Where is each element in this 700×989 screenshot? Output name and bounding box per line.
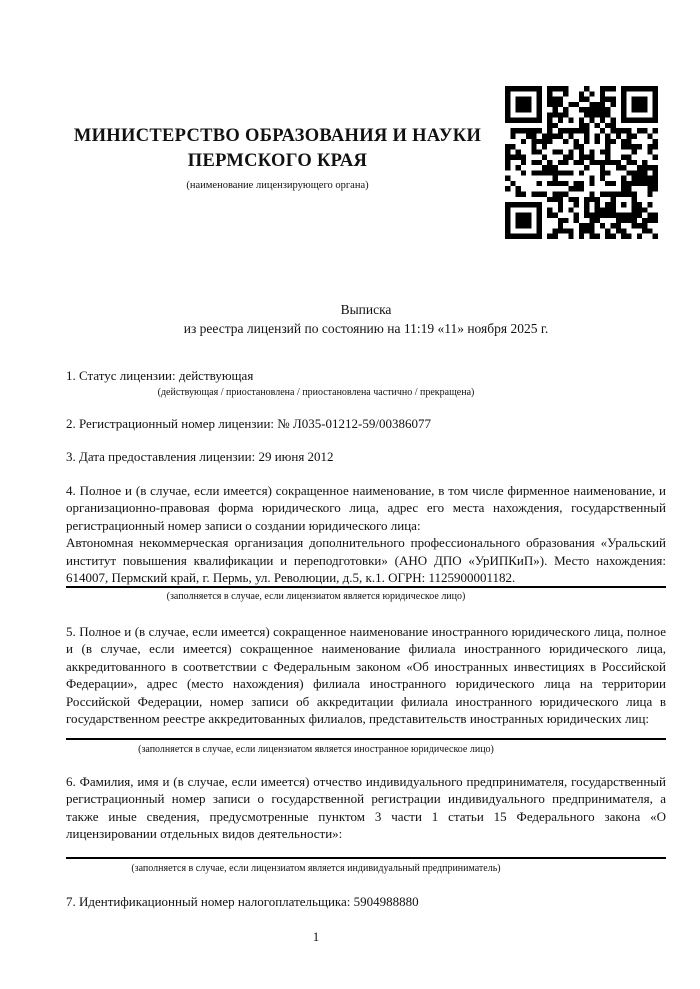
item-registration-number	[66, 415, 666, 432]
ministry-name-line1: МИНИСТЕРСТВО ОБРАЗОВАНИЯ И НАУКИ	[73, 126, 482, 146]
taxpayer-number-text: 7. Идентификационный номер налогоплательщика: 5904988880	[66, 894, 419, 909]
item-legal-entity	[66, 482, 666, 603]
ministry-name-line2: ПЕРМСКОГО КРАЯ	[187, 151, 368, 171]
item-taxpayer-number	[66, 893, 666, 910]
foreign-entity-rule	[66, 738, 666, 740]
individual-entrepreneur-question: 6. Фамилия, имя и (в случае, если имеется) отчество индивидуального предпринимателя, государственный регистрационный номер записи о государственной регистрации индивидуального предпринимателя, а также иные сведения, предусмотренные пунктом 3 части 1 статьи 15 Федерального закона «О лицензировании отдельных видов деятельности»:	[66, 774, 666, 842]
document-title	[66, 301, 666, 338]
document-title-line2: из реестра лицензий по состоянию на 11:19 «11» ноября 2025 г.	[183, 320, 549, 336]
document-title-line1: Выписка	[340, 302, 392, 317]
page-number: 1	[312, 929, 320, 944]
foreign-entity-note: (заполняется в случае, если лицензиатом является иностранное юридическое лицо)	[138, 744, 494, 756]
ministry-caption: (наименование лицензирующего органа)	[186, 180, 369, 191]
legal-entity-note: (заполняется в случае, если лицензиатом является юридическое лицо)	[166, 591, 466, 603]
registration-number-text: 2. Регистрационный номер лицензии: № Л035-01212-59/00386077	[66, 416, 432, 431]
legal-entity-rule	[66, 586, 666, 588]
license-date-text: 3. Дата предоставления лицензии: 29 июня 2012	[66, 449, 334, 464]
license-status-note: (действующая / приостановлена / приостановлена частично / прекращена)	[157, 387, 475, 399]
individual-entrepreneur-rule	[66, 857, 666, 859]
item-license-status	[66, 367, 666, 399]
item-foreign-entity	[66, 623, 666, 756]
license-status-text: 1. Статус лицензии: действующая	[66, 368, 254, 383]
individual-entrepreneur-note: (заполняется в случае, если лицензиатом является индивидуальный предприниматель)	[131, 862, 501, 874]
item-individual-entrepreneur	[66, 773, 666, 875]
ministry-header	[66, 124, 489, 192]
item-license-date	[66, 448, 666, 465]
foreign-entity-question: 5. Полное и (в случае, если имеется) сокращенное наименование иностранного юридического лица, полное и (в случае, если имеется) сокращенное наименование филиала иностранного юридического лица, аккредитованного в соответствии с Федеральным законом «Об иностранных инвестициях в Российской Федерации», адрес (место нахождения) филиала иностранного юридического лица на территории Российской Федерации, номер записи об аккредитации филиала иностранного юридического лица в государственном реестре аккредитованных филиалов, представительств иностранных юридических лиц:	[66, 624, 666, 727]
legal-entity-question: 4. Полное и (в случае, если имеется) сокращенное наименование, в том числе фирменное наименование, и организационно-правовая форма юридического лица, адрес его места нахождения, государственный регистрационный номер записи о создании юридического лица:	[66, 483, 666, 533]
legal-entity-answer: Автономная некоммерческая организация дополнительного профессионального образования «Уральский институт повышения квалификации и переподготовки» (АНО ДПО «УрИПКиП»). Место нахождения: 614007, Пермский край, г. Пермь, ул. Революции, д.5, к.1. ОГРН: 1125900001182.	[66, 535, 666, 586]
qr-code	[505, 86, 658, 239]
